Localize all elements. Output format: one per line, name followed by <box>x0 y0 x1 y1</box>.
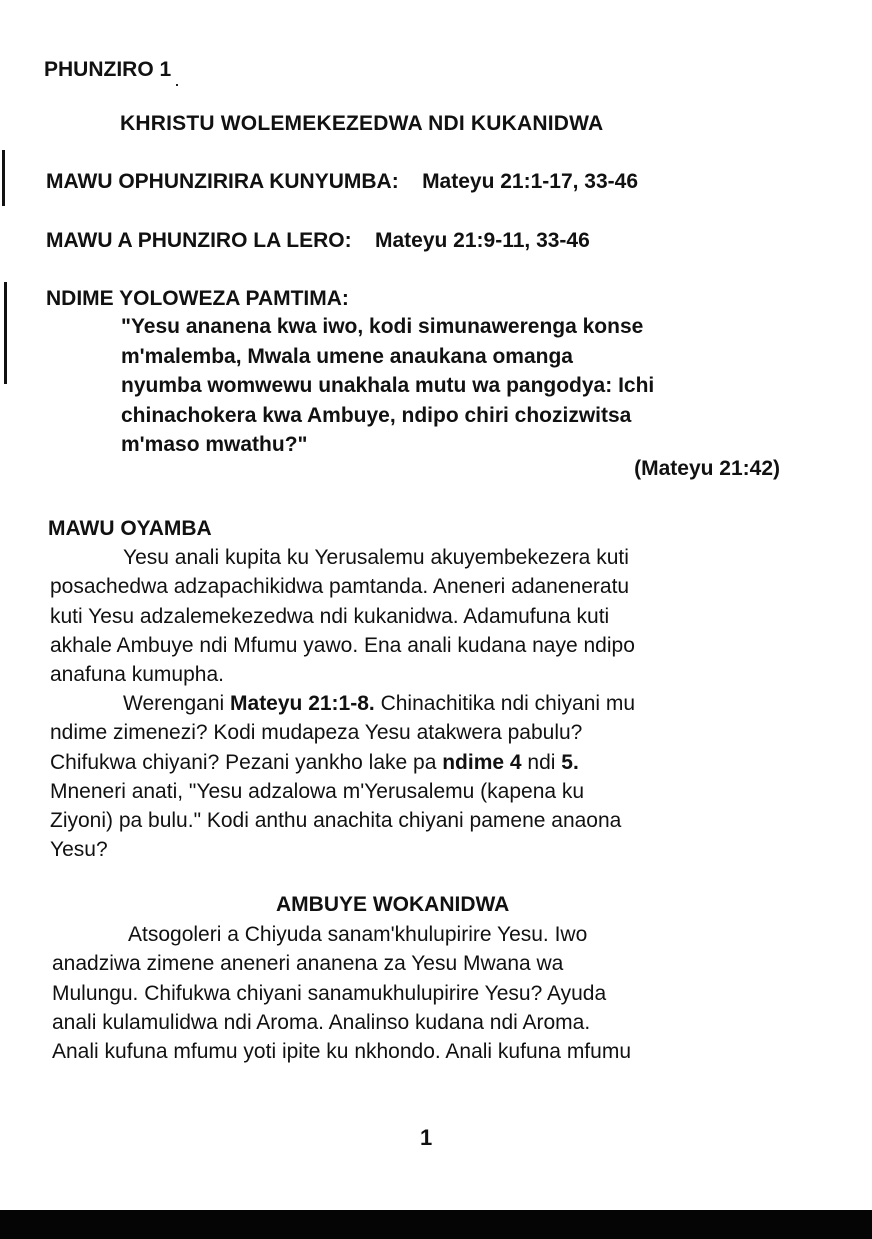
text-run: ndi <box>521 750 562 774</box>
page-number: 1 <box>420 1125 433 1150</box>
paragraph-line: Anali kufuna mfumu yoti ipite ku nkhondo. Anali kufuna mfumu <box>52 1040 631 1064</box>
text-run: Werengani <box>123 692 231 715</box>
intro-heading: MAWU OYAMBA <box>48 517 212 540</box>
verse-reference: 5. <box>561 750 579 774</box>
memory-verse-line: chinachokera kwa Ambuye, ndipo chiri chozizwitsa <box>121 403 632 427</box>
lesson-reading-label: MAWU A PHUNZIRO LA LERO: <box>46 229 352 252</box>
paragraph-line: Atsogoleri a Chiyuda sanam'khulupirire Yesu. Iwo <box>128 923 588 946</box>
paragraph-line <box>50 689 635 718</box>
home-reading <box>46 170 638 194</box>
margin-mark <box>2 150 5 206</box>
memory-verse-line: m'maso mwathu?" <box>121 433 308 456</box>
lesson-reading-ref: Mateyu 21:9-11, 33-46 <box>375 229 590 252</box>
memory-verse-label: NDIME YOLOWEZA PAMTIMA: <box>46 287 349 310</box>
paragraph-line: anali kulamulidwa ndi Aroma. Analinso kudana ndi Aroma. <box>52 1010 591 1034</box>
paragraph-line: Yesu anali kupita ku Yerusalemu akuyembekezera kuti <box>123 546 629 569</box>
text-run: Chifukwa chiyani? Pezani yankho lake pa <box>50 750 443 774</box>
scripture-reference: Mateyu 21:1-8. <box>230 692 375 715</box>
home-reading-label: MAWU OPHUNZIRIRA KUNYUMBA: <box>46 170 399 193</box>
intro-paragraph-1 <box>50 543 635 689</box>
memory-verse-line: m'malemba, Mwala umene anaukana omanga <box>121 344 573 368</box>
lesson-title: KHRISTU WOLEMEKEZEDWA NDI KUKANIDWA <box>120 112 604 135</box>
verse-reference: ndime 4 <box>442 750 522 774</box>
memory-verse <box>121 312 801 460</box>
scan-bottom-edge <box>0 1210 872 1239</box>
paragraph-line: Ziyoni) pa bulu." Kodi anthu anachita chiyani pamene anaona <box>50 809 622 833</box>
lesson-number: PHUNZIRO 1 <box>44 58 172 81</box>
lesson-reading <box>46 229 590 253</box>
paragraph-line: kuti Yesu adzalemekezedwa ndi kukanidwa. Adamufuna kuti <box>50 604 610 628</box>
scan-speck <box>176 84 178 86</box>
rejected-lord-heading: AMBUYE WOKANIDWA <box>276 893 510 916</box>
paragraph-line: Yesu? <box>50 838 108 862</box>
home-reading-ref: Mateyu 21:1-17, 33-46 <box>422 170 639 193</box>
memory-verse-reference: (Mateyu 21:42) <box>634 457 780 480</box>
memory-verse-line: nyumba womwewu unakhala mutu wa pangodya: Ichi <box>121 374 655 397</box>
paragraph-line: posachedwa adzapachikidwa pamtanda. Aneneri adaneneratu <box>50 575 630 599</box>
paragraph-line: akhale Ambuye ndi Mfumu yawo. Ena anali kudana naye ndipo <box>50 633 635 657</box>
paragraph-line: ndime zimenezi? Kodi mudapeza Yesu atakwera pabulu? <box>50 721 583 745</box>
rejected-lord-paragraph <box>52 920 631 1066</box>
intro-paragraph-2 <box>50 689 635 865</box>
paragraph-line <box>50 748 635 777</box>
paragraph-line: anafuna kumupha. <box>50 663 224 687</box>
text-run: Chinachitika ndi chiyani mu <box>374 692 636 715</box>
paragraph-line: Mulungu. Chifukwa chiyani sanamukhulupirire Yesu? Ayuda <box>52 981 607 1005</box>
margin-mark <box>4 282 7 384</box>
paragraph-line: Mneneri anati, "Yesu adzalowa m'Yerusalemu (kapena ku <box>50 779 585 803</box>
memory-verse-line: "Yesu ananena kwa iwo, kodi simunawerenga konse <box>121 315 644 338</box>
paragraph-line: anadziwa zimene aneneri ananena za Yesu Mwana wa <box>52 952 564 976</box>
